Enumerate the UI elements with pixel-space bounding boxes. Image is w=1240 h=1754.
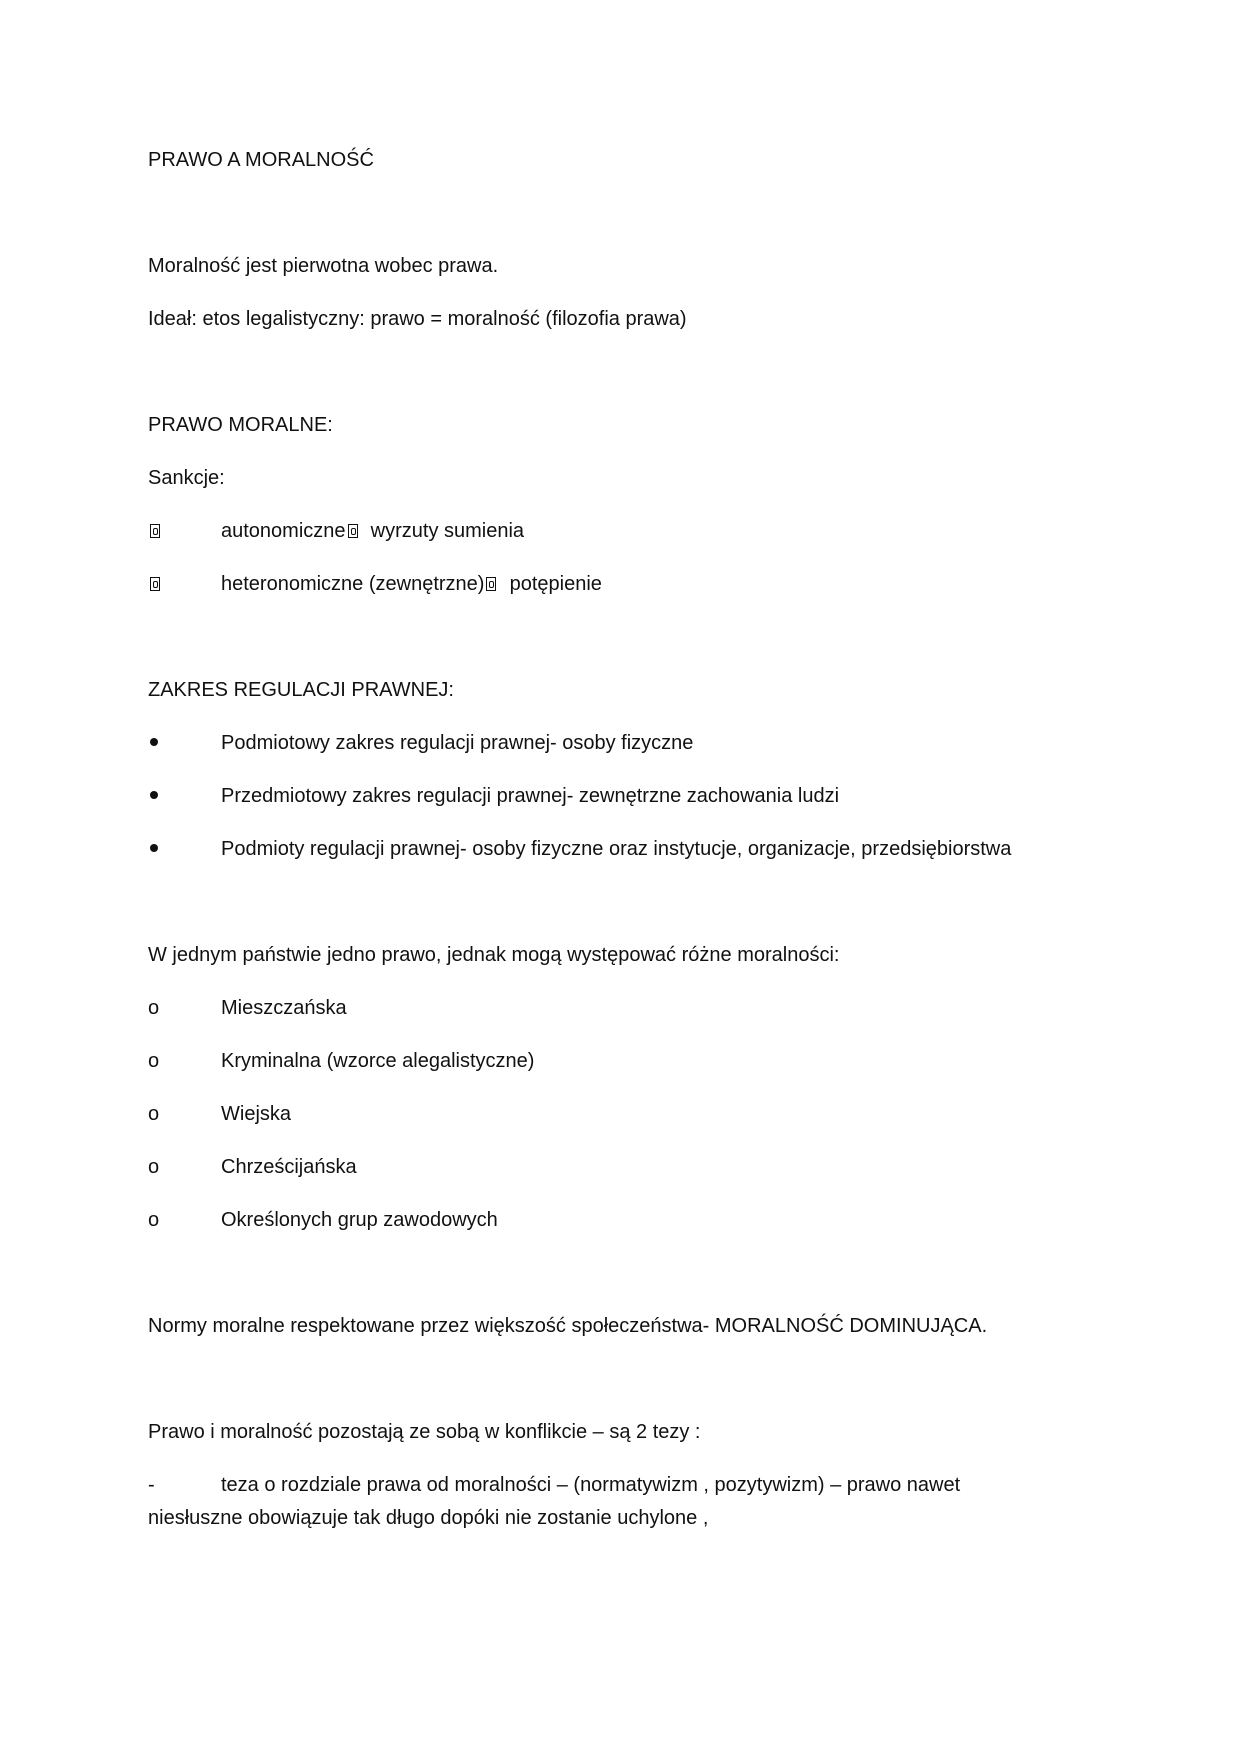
morality-item-text: Wiejska (221, 1103, 292, 1125)
missing-glyph-icon (486, 577, 496, 591)
list-marker: o (148, 1103, 160, 1125)
list-marker: o (148, 1050, 160, 1072)
moral-law-heading: PRAWO MORALNE: (148, 414, 333, 436)
sanction-type: heteronomiczne (zewnętrzne) (221, 573, 485, 595)
thesis-text-line-2: niesłuszne obowiązuje tak długo dopóki nie zostanie uchylone , (148, 1507, 709, 1529)
thesis-text-line-1: teza o rozdziale prawa od moralności – (normatywizm , pozytywizm) – prawo nawet (221, 1474, 961, 1496)
bullet-icon (148, 782, 188, 810)
dominant-morality-line: Normy moralne respektowane przez większość społeczeństwa- MORALNOŚĆ DOMINUJĄCA. (148, 1315, 988, 1337)
sanctions-label: Sankcje: (148, 467, 225, 489)
scope-item-text: Podmioty regulacji prawnej- osoby fizyczne oraz instytucje, organizacje, przedsiębiorstwa (221, 838, 1012, 860)
scope-item-text: Przedmiotowy zakres regulacji prawnej- zewnętrzne zachowania ludzi (221, 785, 840, 807)
list-marker: - (148, 1474, 155, 1496)
scope-item-text: Podmiotowy zakres regulacji prawnej- osoby fizyczne (221, 732, 694, 754)
intro-line-2: Ideał: etos legalistyczny: prawo = moralność (filozofia prawa) (148, 308, 687, 330)
missing-glyph-icon (148, 570, 188, 598)
missing-glyph-icon (348, 524, 358, 538)
scope-heading: ZAKRES REGULACJI PRAWNEJ: (148, 679, 454, 701)
missing-glyph-icon (148, 517, 188, 545)
sanction-result: wyrzuty sumienia (370, 520, 525, 542)
sanction-type: autonomiczne (221, 520, 346, 542)
morality-item-text: Określonych grup zawodowych (221, 1209, 498, 1231)
conflict-intro: Prawo i moralność pozostają ze sobą w konflikcie – są 2 tezy : (148, 1421, 701, 1443)
morality-item-text: Mieszczańska (221, 997, 347, 1019)
morality-item-text: Kryminalna (wzorce alegalistyczne) (221, 1050, 535, 1072)
list-marker: o (148, 1209, 160, 1231)
moralities-intro: W jednym państwie jedno prawo, jednak mogą występować różne moralności: (148, 944, 840, 966)
bullet-icon (148, 729, 188, 757)
document-title: PRAWO A MORALNOŚĆ (148, 149, 374, 171)
list-marker: o (148, 997, 160, 1019)
bullet-icon (148, 835, 188, 863)
list-marker: o (148, 1156, 160, 1178)
morality-item-text: Chrześcijańska (221, 1156, 357, 1178)
sanction-result: potępienie (509, 573, 602, 595)
intro-line-1: Moralność jest pierwotna wobec prawa. (148, 255, 499, 277)
